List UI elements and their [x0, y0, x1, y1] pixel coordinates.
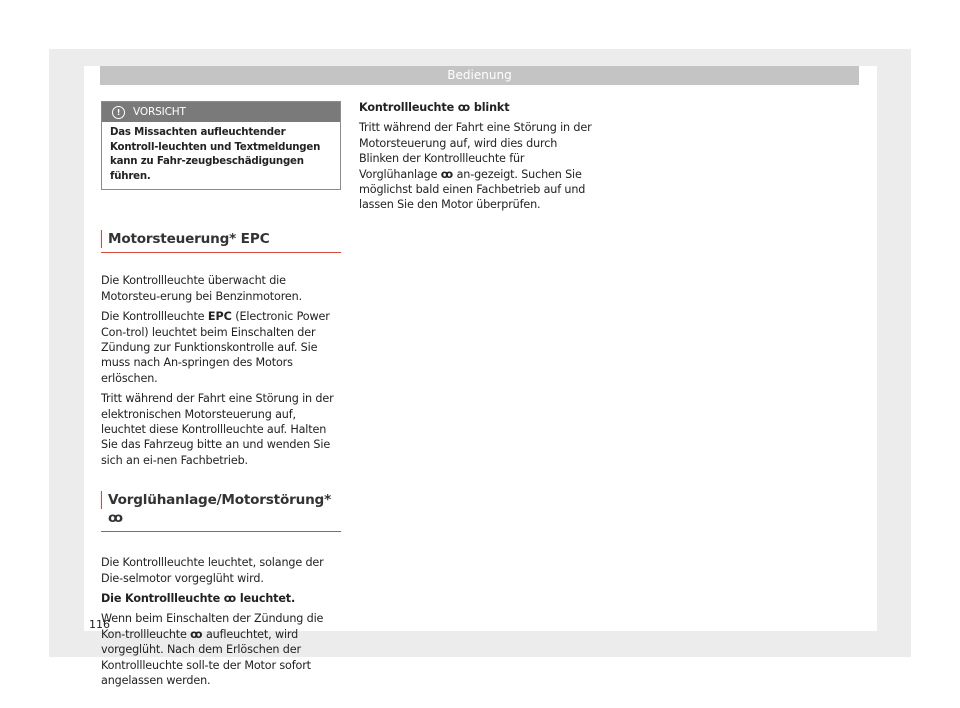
subheading: Kontrollleuchte ꝏ blinkt: [359, 101, 510, 114]
glow-plug-icon: ꝏ: [223, 592, 237, 606]
glow-plug-icon: ꝏ: [108, 510, 124, 527]
paragraph: Tritt während der Fahrt eine Störung in der elektronischen Motorsteuerung auf, leuchtet diese Kontrollleuchte auf. Halten Sie das Fahrzeug bitte an und wenden Sie sich an ei-nen Fachbetrieb.: [101, 392, 334, 467]
paragraph: Die Kontrollleuchte leuchtet, solange der Die-selmotor vorgeglüht wird.: [101, 556, 324, 585]
paragraph: Die Kontrollleuchte überwacht die Motorsteu-erung bei Benzinmotoren.: [101, 274, 303, 303]
paragraph: Die Kontrollleuchte EPC (Electronic Power Con-trol) leuchtet beim Einschalten der Zündung zur Funktionskontrolle auf. Sie muss nach An-springen des Motors erlöschen.: [101, 310, 330, 385]
caution-header: [102, 102, 340, 122]
page-header: Bedienung: [100, 66, 859, 85]
right-column: [359, 100, 599, 218]
left-column: [101, 101, 341, 694]
glow-plug-icon: ꝏ: [190, 627, 203, 641]
section-title: Motorsteuerung*: [108, 231, 237, 248]
warning-icon: !: [112, 106, 125, 119]
caution-box: [101, 101, 341, 190]
epc-icon: EPC: [207, 310, 232, 324]
subheading: Die Kontrollleuchte ꝏ leuchtet.: [101, 592, 296, 606]
page-number: 116: [89, 618, 110, 631]
glow-plug-icon: ꝏ: [457, 101, 471, 114]
section-heading-vorgluehanlage: [101, 491, 341, 532]
paragraph: Tritt während der Fahrt eine Störung in der Motorsteuerung auf, wird dies durch Blinken der Kontrollleuchte für Vorglühanlage ꝏ an-gezeigt. Suchen Sie möglichst bald einen Fachbetrieb auf und lassen Sie den Motor überprüfen.: [359, 121, 592, 212]
glow-plug-icon: ꝏ: [440, 167, 454, 181]
section-title: Vorglühanlage/Motorstörung*: [108, 492, 331, 509]
section-heading-motorsteuerung: [101, 230, 341, 253]
caution-text: Das Missachten aufleuchtender Kontroll-leuchten und Textmeldungen kann zu Fahr-zeugbeschädigungen führen.: [110, 127, 321, 182]
caution-label: VORSICHT: [133, 106, 186, 118]
epc-icon: EPC: [240, 231, 270, 248]
paragraph: Wenn beim Einschalten der Zündung die Kon-trollleuchte ꝏ aufleuchtet, wird vorgeglüht. Nach dem Erlöschen der Kontrollleuchte soll-te der Motor sofort angelassen werden.: [101, 612, 324, 688]
